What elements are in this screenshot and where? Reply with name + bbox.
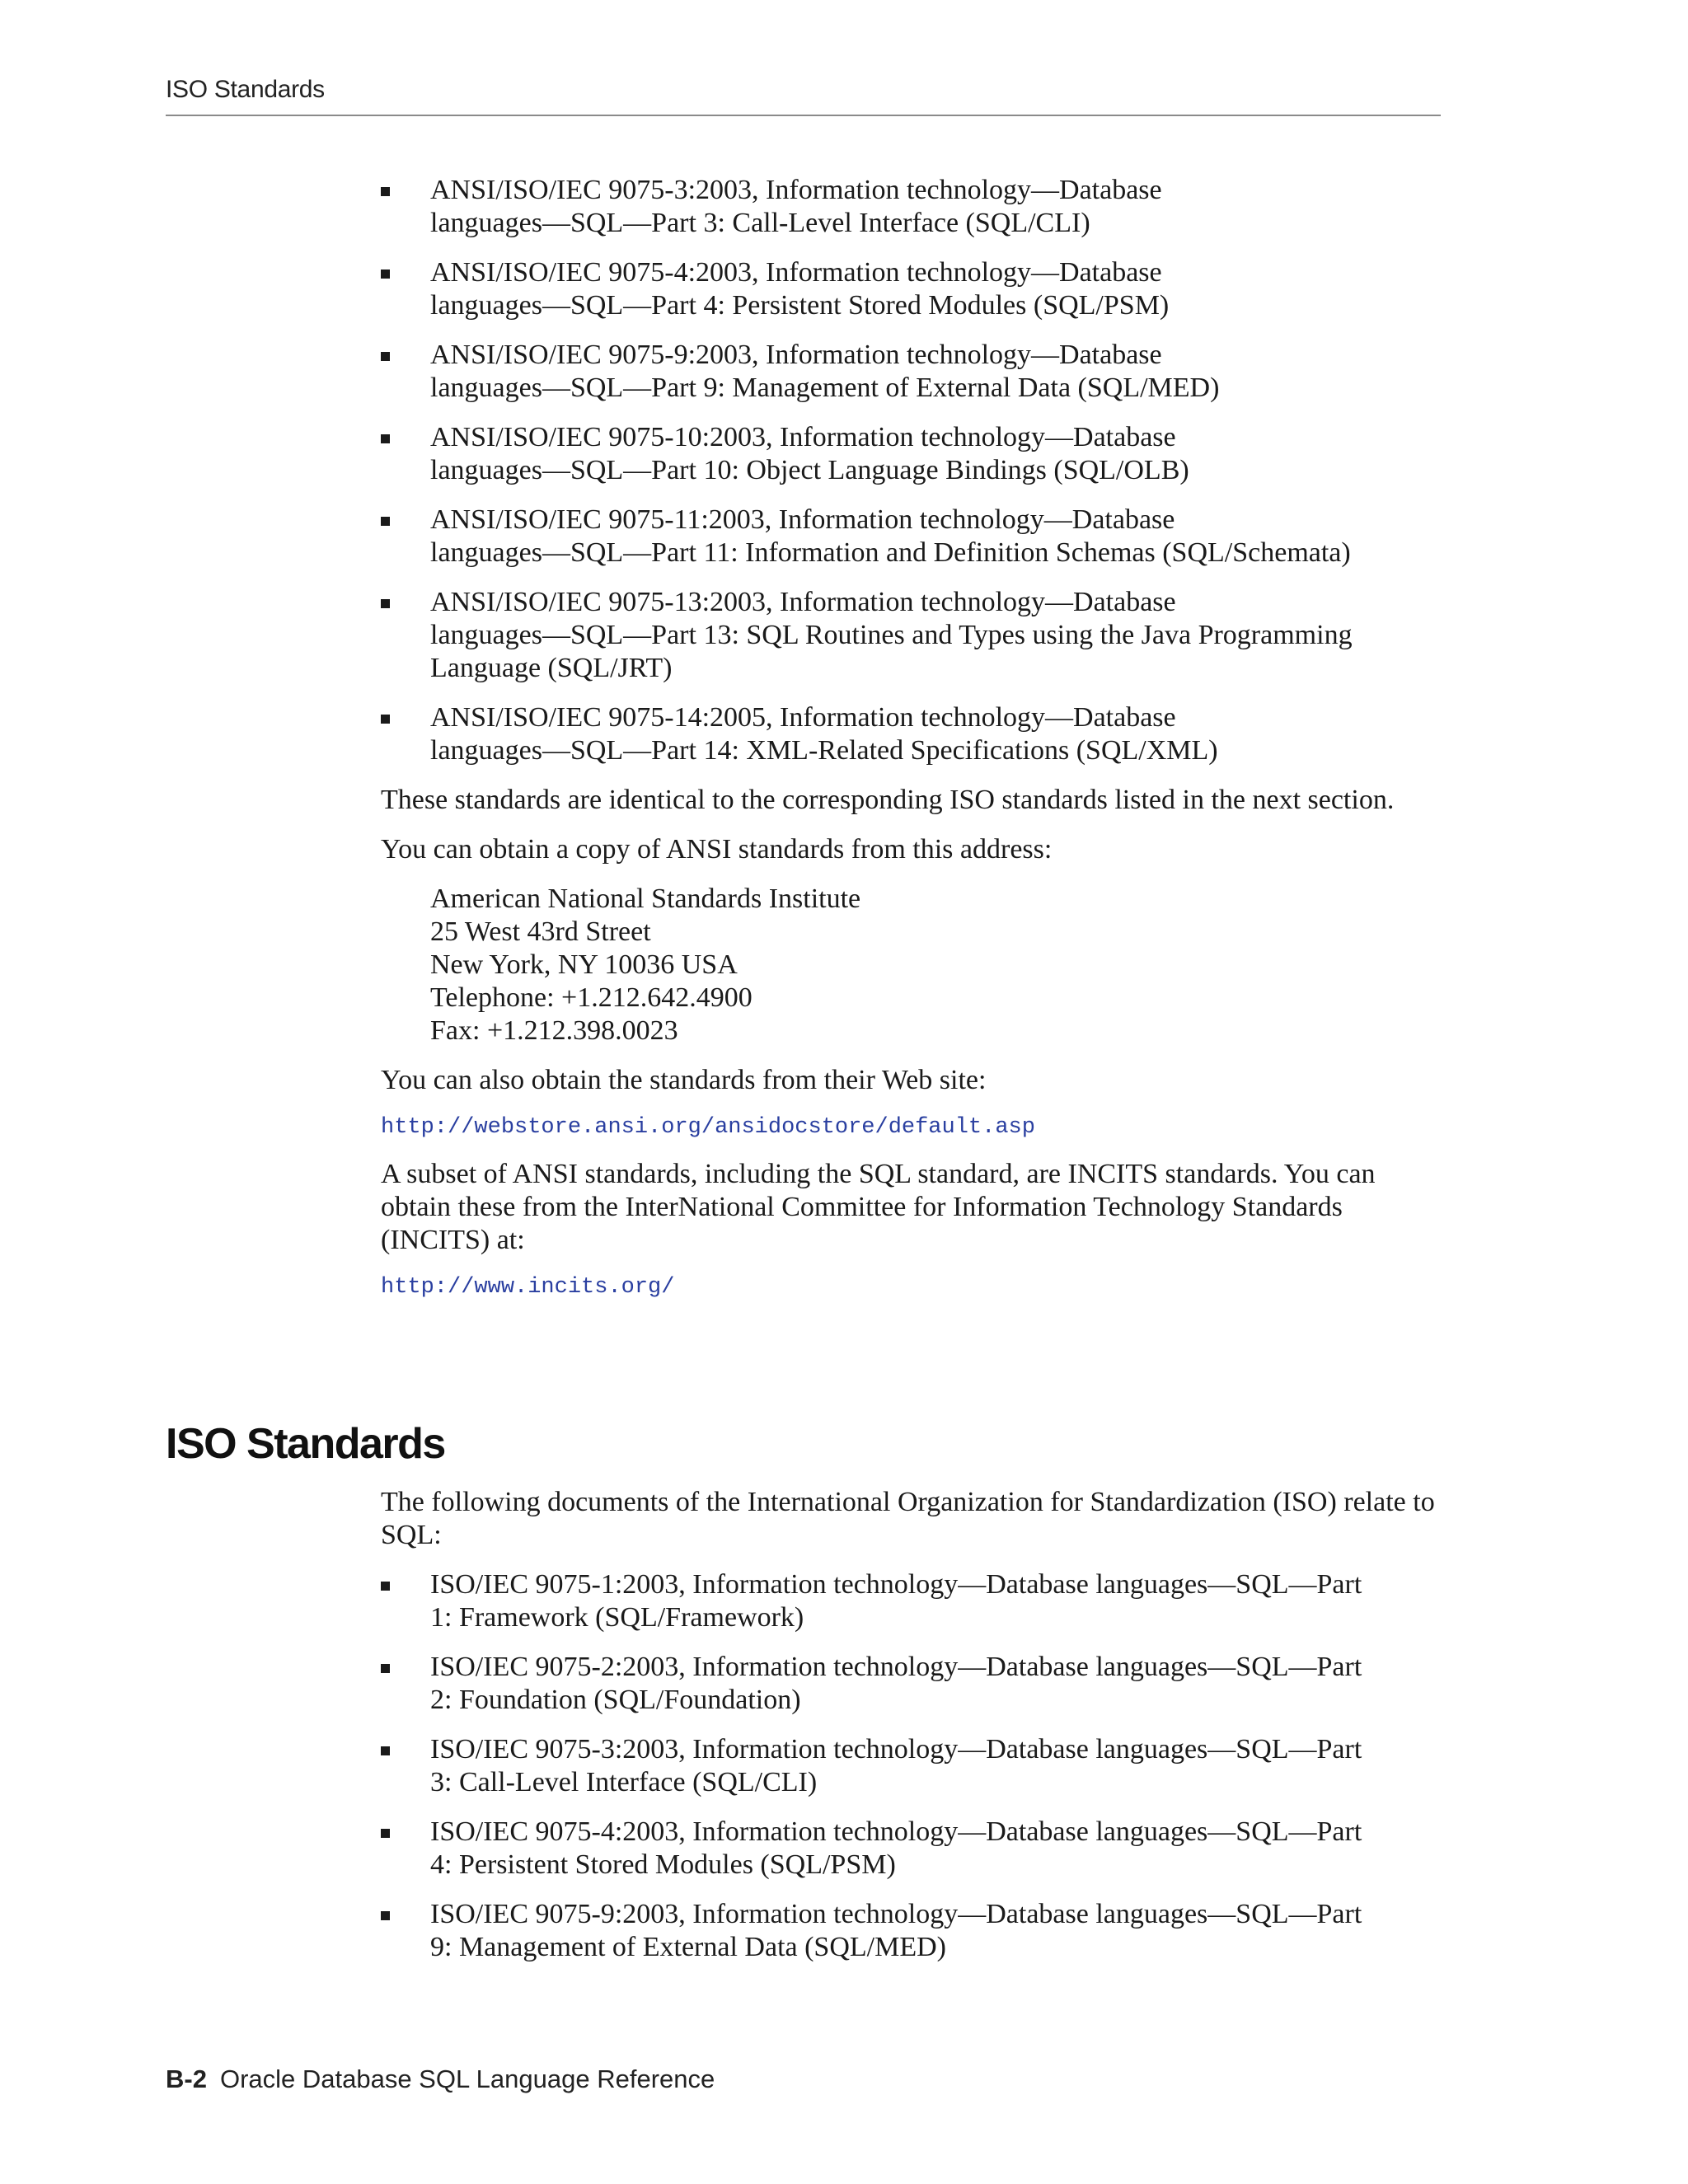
square-bullet-icon <box>381 1911 390 1920</box>
list-item <box>381 339 1452 405</box>
list-item-text: ANSI/ISO/IEC 9075-14:2005, Information technology—Database <box>430 702 1176 733</box>
list-item-text: ISO/IEC 9075-2:2003, Information technology—Database languages—SQL—Part <box>430 1652 1362 1682</box>
list-item-text: languages—SQL—Part 4: Persistent Stored Modules (SQL/PSM) <box>430 290 1170 321</box>
list-item-text: 4: Persistent Stored Modules (SQL/PSM) <box>430 1849 896 1880</box>
square-bullet-icon <box>381 1664 390 1673</box>
square-bullet-icon <box>381 1829 390 1838</box>
list-item-text: 3: Call-Level Interface (SQL/CLI) <box>430 1767 818 1797</box>
incits-paragraph: A subset of ANSI standards, including the SQL standard, are INCITS standards. You can obtain these from the InterNational Committee for Information Technology Standards (INCITS) at: <box>381 1159 1376 1255</box>
list-item <box>381 421 1452 487</box>
page-footer <box>166 2064 715 2094</box>
list-item-text: ISO/IEC 9075-4:2003, Information technology—Database languages—SQL—Part <box>430 1816 1362 1847</box>
book-title: Oracle Database SQL Language Reference <box>219 2064 715 2093</box>
list-item-text: 2: Foundation (SQL/Foundation) <box>430 1685 801 1715</box>
iso-section-body <box>381 1486 1452 1980</box>
list-item-text: ANSI/ISO/IEC 9075-4:2003, Information technology—Database <box>430 257 1162 288</box>
incits-link[interactable]: http://www.incits.org/ <box>381 1275 675 1300</box>
list-item-text: ISO/IEC 9075-9:2003, Information technology—Database languages—SQL—Part <box>430 1899 1362 1929</box>
list-item <box>381 1816 1452 1882</box>
square-bullet-icon <box>381 517 390 526</box>
list-item <box>381 174 1452 240</box>
iso-standards-list <box>381 1568 1452 1964</box>
address-line: 25 West 43rd Street <box>430 916 651 947</box>
list-item <box>381 701 1452 767</box>
list-item-text: ISO/IEC 9075-3:2003, Information technology—Database languages—SQL—Part <box>430 1734 1362 1765</box>
identical-paragraph: These standards are identical to the corresponding ISO standards listed in the next section. <box>381 785 1395 815</box>
list-item-text: ANSI/ISO/IEC 9075-3:2003, Information technology—Database <box>430 175 1162 205</box>
ansi-address <box>430 883 1452 1047</box>
list-item-text: languages—SQL—Part 13: SQL Routines and Types using the Java Programming <box>430 620 1353 650</box>
list-item-text: 1: Framework (SQL/Framework) <box>430 1602 804 1633</box>
list-item <box>381 1651 1452 1717</box>
square-bullet-icon <box>381 715 390 724</box>
list-item-text: languages—SQL—Part 3: Call-Level Interface (SQL/CLI) <box>430 208 1090 238</box>
list-item-text: languages—SQL—Part 10: Object Language Bindings (SQL/OLB) <box>430 455 1189 485</box>
list-item-text: languages—SQL—Part 14: XML-Related Specifications (SQL/XML) <box>430 735 1218 766</box>
list-item-text: ISO/IEC 9075-1:2003, Information technology—Database languages—SQL—Part <box>430 1569 1362 1600</box>
section-heading-iso: ISO Standards <box>166 1420 445 1468</box>
address-line: New York, NY 10036 USA <box>430 949 738 980</box>
list-item-text: ANSI/ISO/IEC 9075-10:2003, Information technology—Database <box>430 422 1176 452</box>
list-item <box>381 504 1452 569</box>
list-item <box>381 1733 1452 1799</box>
web-site-paragraph: You can also obtain the standards from their Web site: <box>381 1065 987 1095</box>
running-header: ISO Standards <box>166 76 325 103</box>
square-bullet-icon <box>381 1582 390 1591</box>
address-line: Fax: +1.212.398.0023 <box>430 1015 678 1046</box>
square-bullet-icon <box>381 187 390 196</box>
list-item-text: languages—SQL—Part 9: Management of External Data (SQL/MED) <box>430 373 1220 403</box>
ansi-standards-list <box>381 174 1452 767</box>
square-bullet-icon <box>381 599 390 608</box>
list-item <box>381 1898 1452 1964</box>
square-bullet-icon <box>381 1746 390 1755</box>
square-bullet-icon <box>381 269 390 279</box>
square-bullet-icon <box>381 352 390 361</box>
list-item-text: ANSI/ISO/IEC 9075-9:2003, Information technology—Database <box>430 340 1162 370</box>
address-line: Telephone: +1.212.642.4900 <box>430 982 753 1013</box>
page-number: B-2 <box>166 2064 207 2093</box>
address-line: American National Standards Institute <box>430 883 861 914</box>
list-item-text: ANSI/ISO/IEC 9075-11:2003, Information technology—Database <box>430 504 1175 535</box>
list-item-text: ANSI/ISO/IEC 9075-13:2003, Information technology—Database <box>430 587 1176 617</box>
ansi-section-body <box>381 174 1452 1301</box>
header-rule <box>166 115 1441 116</box>
list-item <box>381 1568 1452 1634</box>
list-item <box>381 586 1452 685</box>
list-item-text: 9: Management of External Data (SQL/MED) <box>430 1932 946 1962</box>
list-item-text: Language (SQL/JRT) <box>430 653 673 683</box>
list-item-text: languages—SQL—Part 11: Information and Definition Schemas (SQL/Schemata) <box>430 537 1351 568</box>
iso-intro-paragraph: The following documents of the International Organization for Standardization (ISO) relate to SQL: <box>381 1487 1435 1550</box>
list-item <box>381 256 1452 322</box>
obtain-copy-paragraph: You can obtain a copy of ANSI standards from this address: <box>381 834 1053 865</box>
square-bullet-icon <box>381 434 390 443</box>
ansi-webstore-link[interactable]: http://webstore.ansi.org/ansidocstore/default.asp <box>381 1115 1035 1140</box>
